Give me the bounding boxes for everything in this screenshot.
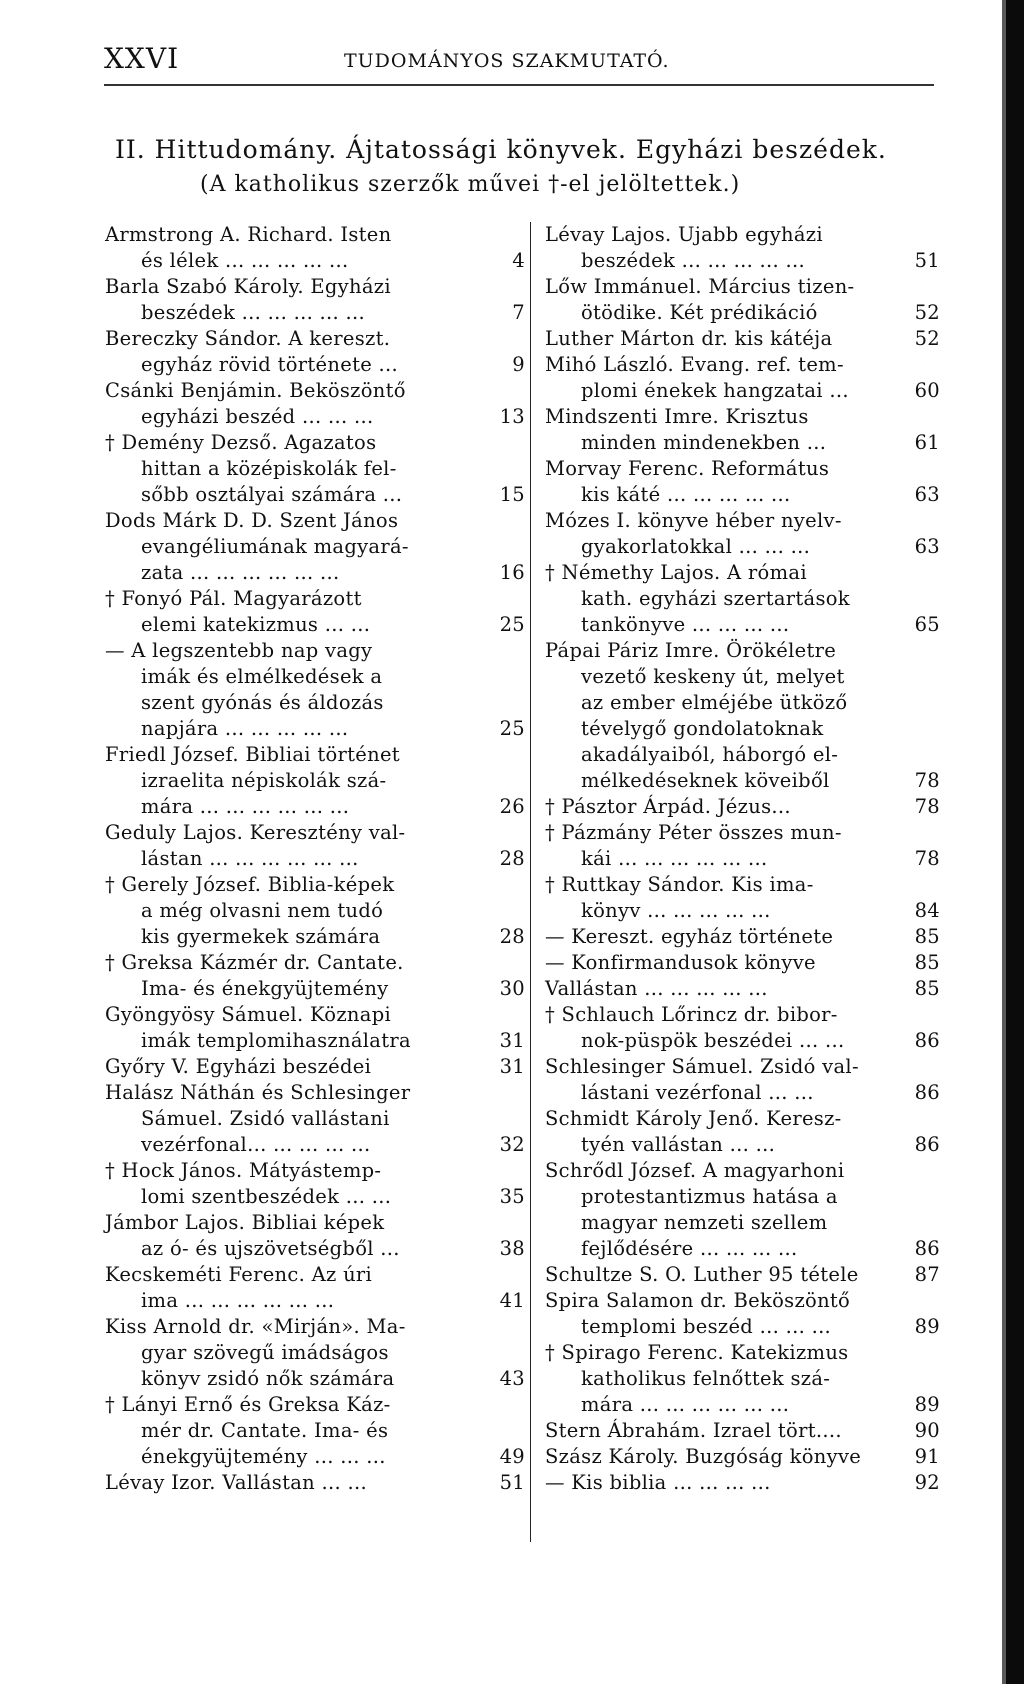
section-title: II. Hittudomány. Ájtatossági könyvek. Egyházi beszédek. (115, 135, 887, 164)
index-entry (545, 1288, 940, 1340)
entry-text: Szász Károly. Buzgóság könyve (545, 1445, 862, 1468)
entry-text: — Kis biblia ... ... ... ... (545, 1471, 771, 1494)
entry-text: † Fonyó Pál. Magyarázott (105, 587, 362, 610)
index-entry-line (545, 430, 940, 456)
index-entry-line (545, 638, 940, 664)
entry-page-number: 25 (499, 613, 525, 636)
entry-text: napjára ... ... ... ... ... (141, 717, 349, 740)
entry-page-number: 28 (499, 847, 525, 870)
index-entry-line (105, 1002, 525, 1028)
entry-page-number: 38 (499, 1237, 525, 1260)
entry-text: Lévay Izor. Vallástan ... ... (105, 1471, 367, 1494)
index-entry-line (545, 1106, 940, 1132)
index-entry-line (545, 1288, 940, 1314)
entry-text: a még olvasni nem tudó (141, 899, 384, 922)
index-entry-line (545, 1184, 940, 1210)
index-entry (545, 222, 940, 274)
index-entry-line (545, 1340, 940, 1366)
index-entry-line (545, 1366, 940, 1392)
entry-text: magyar nemzeti szellem (581, 1211, 828, 1234)
index-entry-line (545, 456, 940, 482)
index-entry-line (545, 1028, 940, 1054)
entry-text: egyház rövid története ... (141, 353, 399, 376)
right-index-column (545, 222, 940, 1496)
index-entry-line (105, 950, 525, 976)
entry-page-number: 7 (512, 301, 525, 324)
index-entry-line (545, 794, 940, 820)
entry-page-number: 28 (499, 925, 525, 948)
index-entry-line (105, 1210, 525, 1236)
index-entry (105, 950, 525, 1002)
entry-text: kath. egyházi szertartások (581, 587, 850, 610)
index-entry-line (105, 508, 525, 534)
index-entry-line (545, 1158, 940, 1184)
entry-text: Mindszenti Imre. Krisztus (545, 405, 809, 428)
index-entry-line (545, 1236, 940, 1262)
entry-text: Schultze S. O. Luther 95 tétele (545, 1263, 859, 1286)
index-entry-line (105, 742, 525, 768)
index-entry-line (545, 1392, 940, 1418)
index-entry-line (545, 924, 940, 950)
entry-page-number: 15 (499, 483, 525, 506)
entry-page-number: 85 (914, 977, 940, 1000)
entry-page-number: 61 (914, 431, 940, 454)
index-entry (545, 1002, 940, 1054)
index-entry (105, 508, 525, 586)
entry-text: Lévay Lajos. Ujabb egyházi (545, 223, 823, 246)
entry-text: akadályaiból, háborgó el- (581, 743, 839, 766)
entry-text: † Greksa Kázmér dr. Cantate. (105, 951, 404, 974)
index-entry-line (105, 976, 525, 1002)
index-entry (105, 586, 525, 638)
index-entry-line (105, 638, 525, 664)
index-entry (545, 404, 940, 456)
entry-text: Sámuel. Zsidó vallástani (141, 1107, 390, 1130)
entry-text: Pápai Páriz Imre. Örökéletre (545, 639, 837, 662)
entry-text: Geduly Lajos. Keresztény val- (105, 821, 406, 844)
entry-text: sőbb osztályai számára ... (141, 483, 403, 506)
entry-page-number: 51 (914, 249, 940, 272)
index-entry (545, 508, 940, 560)
entry-text: Vallástan ... ... ... ... ... (545, 977, 768, 1000)
index-entry-line (105, 1054, 525, 1080)
entry-text: Mihó László. Evang. ref. tem- (545, 353, 844, 376)
index-entry-line (545, 326, 940, 352)
entry-text: elemi katekizmus ... ... (141, 613, 371, 636)
entry-text: Kiss Arnold dr. «Mirján». Ma- (105, 1315, 406, 1338)
entry-text: Mózes I. könyve héber nyelv- (545, 509, 842, 532)
entry-text: Morvay Ferenc. Református (545, 457, 830, 480)
index-entry-line (545, 846, 940, 872)
running-title: TUDOMÁNYOS SZAKMUTATÓ. (344, 50, 670, 72)
entry-text: tankönyve ... ... ... ... (581, 613, 790, 636)
index-entry-line (545, 716, 940, 742)
entry-text: kái ... ... ... ... ... ... (581, 847, 768, 870)
index-entry (545, 560, 940, 638)
index-entry (545, 1470, 940, 1496)
index-entry-line (105, 846, 525, 872)
index-entry-line (545, 742, 940, 768)
index-entry-line (105, 560, 525, 586)
index-entry (545, 794, 940, 820)
index-entry (545, 1340, 940, 1418)
entry-text: könyv zsidó nők számára (141, 1367, 395, 1390)
entry-text: † Spirago Ferenc. Katekizmus (545, 1341, 849, 1364)
section-subtitle: (A katholikus szerzők művei †-el jelöltettek.) (200, 172, 741, 197)
entry-page-number: 4 (512, 249, 525, 272)
index-entry-line (105, 716, 525, 742)
index-entry (545, 352, 940, 404)
index-entry (545, 976, 940, 1002)
entry-text: — A legszentebb nap vagy (105, 639, 373, 662)
index-entry-line (545, 248, 940, 274)
index-entry-line (105, 1106, 525, 1132)
entry-text: kis gyermekek számára (141, 925, 381, 948)
entry-text: Luther Márton dr. kis kátéja (545, 327, 833, 350)
index-entry (545, 638, 940, 794)
index-entry-line (545, 898, 940, 924)
entry-text: beszédek ... ... ... ... ... (581, 249, 806, 272)
index-entry-line (105, 820, 525, 846)
index-entry-line (545, 872, 940, 898)
index-entry (105, 222, 525, 274)
entry-text: mélkedéseknek köveiből (581, 769, 830, 792)
entry-page-number: 52 (914, 327, 940, 350)
entry-text: Schmidt Károly Jenő. Keresz- (545, 1107, 842, 1130)
entry-text: izraelita népiskolák szá- (141, 769, 387, 792)
index-entry (105, 378, 525, 430)
index-entry-line (545, 508, 940, 534)
index-entry-line (545, 586, 940, 612)
entry-text: † Schlauch Lőrincz dr. bibor- (545, 1003, 838, 1026)
entry-text: nok-püspök beszédei ... ... (581, 1029, 845, 1052)
entry-text: Spira Salamon dr. Beköszöntő (545, 1289, 851, 1312)
index-entry-line (105, 1080, 525, 1106)
entry-text: lomi szentbeszédek ... ... (141, 1185, 392, 1208)
index-entry-line (105, 352, 525, 378)
index-entry-line (545, 1262, 940, 1288)
index-entry (105, 1158, 525, 1210)
entry-text: Dods Márk D. D. Szent János (105, 509, 399, 532)
entry-text: Schrődl József. A magyarhoni (545, 1159, 845, 1182)
index-entry-line (105, 456, 525, 482)
entry-page-number: 86 (914, 1133, 940, 1156)
entry-page-number: 78 (914, 769, 940, 792)
index-entry-line (105, 1158, 525, 1184)
entry-page-number: 52 (914, 301, 940, 324)
index-entry-line (105, 898, 525, 924)
index-entry (545, 1444, 940, 1470)
entry-text: † Demény Dezső. Agazatos (105, 431, 377, 454)
index-entry (105, 1054, 525, 1080)
entry-text: plomi énekek hangzatai ... (581, 379, 849, 402)
entry-text: beszédek ... ... ... ... ... (141, 301, 366, 324)
index-entry (545, 924, 940, 950)
index-entry (545, 950, 940, 976)
index-entry-line (105, 404, 525, 430)
entry-page-number: 31 (499, 1029, 525, 1052)
index-entry-line (105, 1262, 525, 1288)
entry-text: az ember elméjébe ütköző (581, 691, 848, 714)
index-entry-line (545, 768, 940, 794)
index-entry-line (105, 326, 525, 352)
entry-page-number: 31 (499, 1055, 525, 1078)
index-entry-line (105, 1366, 525, 1392)
index-entry-line (545, 1444, 940, 1470)
index-entry-line (545, 950, 940, 976)
entry-page-number: 63 (914, 483, 940, 506)
entry-page-number: 92 (914, 1471, 940, 1494)
index-entry (105, 274, 525, 326)
index-entry-line (105, 924, 525, 950)
entry-text: lástani vezérfonal ... ... (581, 1081, 814, 1104)
index-entry-line (105, 872, 525, 898)
entry-page-number: 85 (914, 951, 940, 974)
entry-text: Stern Ábrahám. Izrael tört.... (545, 1419, 842, 1442)
entry-page-number: 91 (914, 1445, 940, 1468)
index-entry-line (545, 1054, 940, 1080)
index-entry-line (545, 1080, 940, 1106)
entry-text: énekgyüjtemény ... ... ... (141, 1445, 386, 1468)
index-entry-line (105, 222, 525, 248)
entry-text: gyar szövegű imádságos (141, 1341, 389, 1364)
index-entry-line (105, 1184, 525, 1210)
index-entry-line (105, 248, 525, 274)
entry-text: gyakorlatokkal ... ... ... (581, 535, 811, 558)
entry-page-number: 25 (499, 717, 525, 740)
index-entry (105, 1470, 525, 1496)
index-entry (105, 1392, 525, 1470)
index-entry-line (545, 1132, 940, 1158)
entry-text: Csánki Benjámin. Beköszöntő (105, 379, 406, 402)
index-entry (545, 1158, 940, 1262)
entry-text: Bereczky Sándor. A kereszt. (105, 327, 391, 350)
entry-text: mára ... ... ... ... ... ... (141, 795, 350, 818)
index-entry (545, 820, 940, 872)
entry-text: † Pásztor Árpád. Jézus... (545, 795, 791, 818)
entry-text: † Némethy Lajos. A római (545, 561, 807, 584)
entry-text: Gyöngyösy Sámuel. Köznapi (105, 1003, 392, 1026)
entry-text: † Pázmány Péter összes mun- (545, 821, 842, 844)
entry-text: vezető keskeny út, melyet (581, 665, 845, 688)
index-entry-line (105, 1392, 525, 1418)
entry-text: lástan ... ... ... ... ... ... (141, 847, 359, 870)
entry-page-number: 13 (499, 405, 525, 428)
entry-page-number: 85 (914, 925, 940, 948)
index-entry-line (105, 482, 525, 508)
index-entry (545, 326, 940, 352)
entry-page-number: 43 (499, 1367, 525, 1390)
index-entry (105, 326, 525, 378)
entry-text: Barla Szabó Károly. Egyházi (105, 275, 391, 298)
index-entry (105, 430, 525, 508)
index-entry (545, 456, 940, 508)
page-number: XXVI (104, 42, 180, 75)
index-entry-line (105, 300, 525, 326)
index-entry-line (105, 612, 525, 638)
entry-text: ima ... ... ... ... ... ... (141, 1289, 335, 1312)
index-entry-line (105, 1418, 525, 1444)
entry-text: templomi beszéd ... ... ... (581, 1315, 832, 1338)
index-entry-line (545, 690, 940, 716)
entry-page-number: 41 (499, 1289, 525, 1312)
entry-page-number: 86 (914, 1029, 940, 1052)
index-entry-line (105, 1340, 525, 1366)
entry-text: † Hock János. Mátyástemp- (105, 1159, 382, 1182)
index-entry-line (545, 1470, 940, 1496)
index-entry (105, 872, 525, 950)
entry-page-number: 65 (914, 613, 940, 636)
index-entry-line (105, 1288, 525, 1314)
index-entry-line (545, 1314, 940, 1340)
entry-page-number: 30 (499, 977, 525, 1000)
entry-text: imák és elmélkedések a (141, 665, 383, 688)
entry-text: szent gyónás és áldozás (141, 691, 384, 714)
entry-page-number: 60 (914, 379, 940, 402)
index-entry (545, 1418, 940, 1444)
index-entry-line (545, 352, 940, 378)
entry-text: † Gerely József. Biblia-képek (105, 873, 395, 896)
left-index-column (105, 222, 525, 1496)
entry-page-number: 16 (499, 561, 525, 584)
entry-page-number: 63 (914, 535, 940, 558)
index-entry-line (545, 612, 940, 638)
index-entry-line (545, 1210, 940, 1236)
index-entry-line (545, 222, 940, 248)
entry-page-number: 84 (914, 899, 940, 922)
entry-text: minden mindenekben ... (581, 431, 827, 454)
index-entry-line (545, 560, 940, 586)
entry-text: vezérfonal... ... ... ... ... (141, 1133, 371, 1156)
index-entry-line (105, 1132, 525, 1158)
index-entry (545, 1262, 940, 1288)
entry-text: hittan a középiskolák fel- (141, 457, 397, 480)
entry-text: Schlesinger Sámuel. Zsidó val- (545, 1055, 859, 1078)
index-entry (105, 1314, 525, 1392)
entry-text: — Konfirmandusok könyve (545, 951, 816, 974)
entry-text: mér dr. Cantate. Ima- és (141, 1419, 389, 1442)
index-entry-line (105, 534, 525, 560)
entry-text: Kecskeméti Ferenc. Az úri (105, 1263, 373, 1286)
index-entry (105, 742, 525, 820)
index-entry-line (545, 404, 940, 430)
index-entry-line (105, 1444, 525, 1470)
entry-text: † Ruttkay Sándor. Kis ima- (545, 873, 814, 896)
index-entry-line (105, 768, 525, 794)
page-header (104, 42, 934, 82)
entry-text: tyén vallástan ... ... (581, 1133, 776, 1156)
entry-page-number: 87 (914, 1263, 940, 1286)
index-entry-line (105, 1314, 525, 1340)
entry-text: † Lányi Ernő és Greksa Káz- (105, 1393, 391, 1416)
index-entry-line (545, 378, 940, 404)
index-entry-line (105, 664, 525, 690)
entry-text: Halász Náthán és Schlesinger (105, 1081, 411, 1104)
entry-text: — Kereszt. egyház története (545, 925, 834, 948)
entry-text: kis káté ... ... ... ... ... (581, 483, 791, 506)
entry-page-number: 89 (914, 1315, 940, 1338)
index-entry (105, 1262, 525, 1314)
entry-text: Armstrong A. Richard. Isten (105, 223, 392, 246)
entry-text: és lélek ... ... ... ... ... (141, 249, 349, 272)
index-entry-line (545, 274, 940, 300)
index-entry (105, 1002, 525, 1054)
index-entry (545, 872, 940, 924)
entry-text: egyházi beszéd ... ... ... (141, 405, 374, 428)
index-entry-line (105, 690, 525, 716)
entry-text: ötödike. Két prédikáció (581, 301, 818, 324)
index-entry (545, 1106, 940, 1158)
entry-page-number: 32 (499, 1133, 525, 1156)
entry-text: Friedl József. Bibliai történet (105, 743, 400, 766)
entry-page-number: 86 (914, 1237, 940, 1260)
index-entry-line (105, 1028, 525, 1054)
entry-text: Lőw Immánuel. Március tizen- (545, 275, 855, 298)
entry-text: könyv ... ... ... ... ... (581, 899, 771, 922)
entry-page-number: 49 (499, 1445, 525, 1468)
entry-text: Győry V. Egyházi beszédei (105, 1055, 372, 1078)
entry-page-number: 89 (914, 1393, 940, 1416)
entry-text: protestantizmus hatása a (581, 1185, 838, 1208)
entry-page-number: 26 (499, 795, 525, 818)
index-entry (545, 274, 940, 326)
index-entry-line (545, 1002, 940, 1028)
index-entry (105, 1210, 525, 1262)
index-entry-line (105, 378, 525, 404)
index-entry-line (545, 300, 940, 326)
entry-text: az ó- és ujszövetségből ... (141, 1237, 400, 1260)
entry-page-number: 51 (499, 1471, 525, 1494)
index-entry (105, 820, 525, 872)
entry-text: zata ... ... ... ... ... ... (141, 561, 340, 584)
index-entry-line (545, 534, 940, 560)
index-entry-line (545, 976, 940, 1002)
entry-text: fejlődésére ... ... ... ... (581, 1237, 798, 1260)
entry-page-number: 86 (914, 1081, 940, 1104)
index-entry-line (545, 482, 940, 508)
entry-page-number: 78 (914, 847, 940, 870)
entry-text: katholikus felnőttek szá- (581, 1367, 831, 1390)
index-entry (105, 1080, 525, 1158)
index-entry (105, 638, 525, 742)
book-spine-shadow (1006, 0, 1024, 1684)
index-entry-line (105, 586, 525, 612)
entry-page-number: 35 (499, 1185, 525, 1208)
index-entry-line (545, 820, 940, 846)
entry-page-number: 78 (914, 795, 940, 818)
entry-text: imák templomihasználatra (141, 1029, 411, 1052)
index-entry-line (105, 430, 525, 456)
entry-page-number: 9 (512, 353, 525, 376)
index-entry-line (105, 274, 525, 300)
entry-page-number: 90 (914, 1419, 940, 1442)
header-rule (104, 84, 934, 86)
column-divider (530, 222, 531, 1542)
index-entry-line (105, 1470, 525, 1496)
entry-text: tévelygő gondolatoknak (581, 717, 824, 740)
entry-text: mára ... ... ... ... ... ... (581, 1393, 790, 1416)
index-entry-line (105, 794, 525, 820)
index-entry-line (545, 1418, 940, 1444)
entry-text: Ima- és énekgyüjtemény (141, 977, 389, 1000)
index-entry (545, 1054, 940, 1106)
entry-text: Jámbor Lajos. Bibliai képek (105, 1211, 385, 1234)
entry-text: evangéliumának magyará- (141, 535, 409, 558)
index-entry-line (545, 664, 940, 690)
index-entry-line (105, 1236, 525, 1262)
